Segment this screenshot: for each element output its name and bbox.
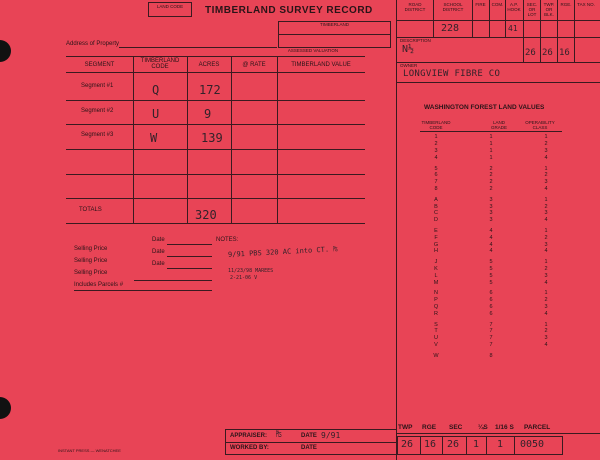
table-bottom-rule xyxy=(66,223,365,224)
row-rule-5 xyxy=(66,198,365,199)
wf-row xyxy=(420,297,562,304)
selling-price-1-label: Selling Price xyxy=(74,246,108,252)
wf-row xyxy=(420,259,562,266)
description-value: N½ xyxy=(402,44,415,55)
owner-label: OWNER xyxy=(400,63,418,68)
selling-price-3-label: Selling Price xyxy=(74,270,108,276)
selling-date-2-label: Date xyxy=(152,249,165,255)
wf-row xyxy=(420,228,562,235)
wf-class-cell: 4 xyxy=(544,279,548,286)
wf-class-cell: 1 xyxy=(544,165,548,172)
wf-code-cell: G xyxy=(433,241,439,248)
address-label: Address of Property xyxy=(66,41,120,47)
wf-row xyxy=(420,248,562,255)
wf-grade-cell: 3 xyxy=(489,203,493,210)
notes-line-3: 2-21-06 V xyxy=(230,275,258,281)
appraiser-value: ₧ xyxy=(276,430,282,440)
school-district-label: SCHOOL DISTRICT xyxy=(442,2,464,12)
timberland-box-label: TIMBERLAND xyxy=(319,22,349,27)
wf-row xyxy=(420,290,562,297)
wf-class-cell: 1 xyxy=(544,290,548,297)
wf-header-code: TIMBERLAND CODE xyxy=(421,120,451,130)
notes-line-2: 11/23/98 MAREES xyxy=(228,268,274,274)
wf-code-cell: V xyxy=(434,341,438,348)
wf-class-cell: 3 xyxy=(544,335,548,342)
wf-code-cell: 8 xyxy=(434,185,438,192)
assessed-valuation-label: ASSESSED VALUATION xyxy=(287,48,339,53)
wf-row xyxy=(420,328,562,335)
footer-parcel-label: PARCEL xyxy=(524,424,551,431)
wf-class-cell: 2 xyxy=(544,203,548,210)
col-header-segment: SEGMENT xyxy=(84,62,115,68)
appraiser-box xyxy=(225,429,397,455)
land-code-label: LAND CODE xyxy=(156,4,184,9)
footer-values-box xyxy=(397,436,563,455)
wf-row xyxy=(420,342,562,349)
wf-row xyxy=(420,210,562,217)
selling-price-2-label: Selling Price xyxy=(74,258,108,264)
footer-sec-value: 26 xyxy=(447,439,460,450)
twp-value: 26 xyxy=(542,48,553,58)
footer-rule xyxy=(396,433,600,434)
panel-divider xyxy=(396,0,397,460)
col-header-acres: ACRES xyxy=(198,62,220,68)
col-header-timberland-code: TIMBERLAND CODE xyxy=(140,58,180,70)
wf-class-cell: 1 xyxy=(544,227,548,234)
notes-line-1: 9/91 PBS 320 AC into CT. ₧ xyxy=(227,245,338,259)
wf-code-cell: A xyxy=(434,196,438,203)
worked-by-date-label: DATE xyxy=(301,445,317,451)
wf-code-cell: P xyxy=(434,297,438,304)
land-code-box xyxy=(148,2,192,17)
row-rule-4 xyxy=(66,174,365,175)
footer-sec-label: SEC xyxy=(449,424,463,431)
wf-row xyxy=(420,266,562,273)
selling-line-1 xyxy=(167,244,212,245)
wf-grade-cell: 5 xyxy=(489,265,493,272)
worked-by-label: WORKED BY: xyxy=(230,445,269,451)
wf-code-cell: H xyxy=(434,248,438,255)
wf-grade-cell: 5 xyxy=(489,259,493,266)
wf-code-cell: 1 xyxy=(434,134,438,141)
wf-row xyxy=(420,154,562,161)
wf-class-cell: 4 xyxy=(544,154,548,161)
footer-qs-value: 1 xyxy=(473,439,480,450)
header-col-8 xyxy=(574,0,575,62)
wf-code-cell: N xyxy=(434,290,438,297)
wf-grade-cell: 2 xyxy=(489,185,493,192)
wf-code-cell: E xyxy=(434,227,438,234)
wf-row xyxy=(420,310,562,317)
wf-grade-cell: 4 xyxy=(489,227,493,234)
wf-grade-cell: 6 xyxy=(489,290,493,297)
wf-header-grade: LAND GRADE xyxy=(490,120,507,130)
wf-grade-cell: 6 xyxy=(489,297,493,304)
col-header-rate: @ RATE xyxy=(242,62,266,68)
wf-row xyxy=(420,134,562,141)
wf-code-cell: D xyxy=(434,217,438,224)
footer-twp-label: TWP xyxy=(398,424,413,431)
wf-header-rule xyxy=(420,131,562,132)
wf-code-cell: W xyxy=(433,352,439,359)
binder-hole-bottom xyxy=(0,397,11,419)
wf-class-cell: 3 xyxy=(544,179,548,186)
footer-div-3 xyxy=(466,437,467,454)
wf-code-cell: 2 xyxy=(434,141,438,148)
wf-code-cell: 7 xyxy=(434,179,438,186)
twp-blk-label: TWP. OR BLK. xyxy=(543,2,555,17)
wf-code-cell: 3 xyxy=(434,147,438,154)
footer-parcel-value: 0050 xyxy=(520,439,545,450)
wf-row xyxy=(420,172,562,179)
owner-value: LONGVIEW FIBRE CO xyxy=(403,69,501,79)
wf-grade-cell: 2 xyxy=(489,165,493,172)
wf-class-cell: 3 xyxy=(544,272,548,279)
wf-row xyxy=(420,272,562,279)
form-title: TIMBERLAND SURVEY RECORD xyxy=(205,5,373,16)
footer-qs-label: ¼S xyxy=(478,424,488,431)
wf-row xyxy=(420,186,562,193)
wf-class-cell: 4 xyxy=(544,217,548,224)
footer-rge-label: RGE xyxy=(422,424,437,431)
footer-16s-label: 1/16 S xyxy=(495,424,514,431)
wf-grade-cell: 3 xyxy=(489,217,493,224)
timberland-box xyxy=(278,21,391,48)
segment-2-code: U xyxy=(152,107,160,121)
wf-grade-cell: 7 xyxy=(489,328,493,335)
wf-class-cell: 1 xyxy=(544,321,548,328)
selling-section xyxy=(74,237,214,295)
wf-header-class: OPERABILITY CLASS xyxy=(525,120,555,130)
wf-class-cell: 2 xyxy=(544,141,548,148)
row-rule-1 xyxy=(66,100,365,101)
segment-3-label: Segment #3 xyxy=(81,132,114,138)
wf-grade-cell: 7 xyxy=(489,321,493,328)
wf-class-cell: 4 xyxy=(544,185,548,192)
wf-row xyxy=(420,165,562,172)
wf-row xyxy=(420,141,562,148)
wf-code-cell: R xyxy=(434,310,438,317)
col-header-timberland-value: TIMBERLAND VALUE xyxy=(291,62,351,68)
wf-code-cell: T xyxy=(434,328,438,335)
wf-class-cell: 3 xyxy=(544,241,548,248)
ap-hook-value: 41 xyxy=(508,24,518,33)
appraiser-date-value: 9/91 xyxy=(321,431,341,440)
totals-label: TOTALS xyxy=(79,207,102,213)
row-rule-2 xyxy=(66,124,365,125)
wf-grade-cell: 4 xyxy=(489,241,493,248)
wf-code-cell: 5 xyxy=(434,165,438,172)
totals-acres: 320 xyxy=(195,208,217,222)
tax-no-label: TAX NO. xyxy=(577,2,595,7)
wf-class-cell: 1 xyxy=(544,259,548,266)
notes-label: NOTES: xyxy=(216,237,239,243)
wf-grade-cell: 5 xyxy=(489,279,493,286)
includes-parcels-label: Includes Parcels # xyxy=(74,282,124,288)
row-rule-3 xyxy=(66,149,365,150)
footer-rge-value: 16 xyxy=(424,439,437,450)
wf-row xyxy=(420,203,562,210)
table-top-rule xyxy=(66,56,365,57)
segment-3-code: W xyxy=(150,131,158,145)
wf-code-cell: K xyxy=(434,265,438,272)
binder-hole-top xyxy=(0,40,11,62)
wf-grade-cell: 2 xyxy=(489,179,493,186)
segment-1-label: Segment #1 xyxy=(81,83,114,89)
wf-class-cell xyxy=(530,352,562,359)
wf-code-cell: B xyxy=(434,203,438,210)
segment-1-code: Q xyxy=(152,83,160,97)
appraiser-label: APPRAISER: xyxy=(230,433,268,439)
wf-row xyxy=(420,352,562,359)
wf-code-cell: J xyxy=(434,259,438,266)
wf-class-cell: 1 xyxy=(544,196,548,203)
printer-credit: INSTANT PRESS — WENATCHEE xyxy=(58,448,121,453)
footer-div-1 xyxy=(420,437,421,454)
footer-16s-value: 1 xyxy=(497,439,504,450)
extra-line xyxy=(74,290,212,291)
wf-class-cell: 4 xyxy=(544,248,548,255)
timberland-box-divider xyxy=(279,34,390,35)
wf-grade-cell: 6 xyxy=(489,303,493,310)
description-label: DESCRIPTION xyxy=(400,38,431,43)
wf-grade-cell: 6 xyxy=(489,310,493,317)
table-header-rule xyxy=(66,72,365,73)
wf-code-cell: M xyxy=(433,279,439,286)
sec-value: 26 xyxy=(525,48,536,58)
footer-div-2 xyxy=(442,437,443,454)
footer-div-4 xyxy=(486,437,487,454)
footer-twp-value: 26 xyxy=(401,439,414,450)
wf-class-cell: 2 xyxy=(544,265,548,272)
wf-class-cell: 2 xyxy=(544,328,548,335)
road-district-label: ROAD DISTRICT xyxy=(404,2,426,12)
wf-class-cell: 2 xyxy=(544,234,548,241)
wf-code-cell: C xyxy=(434,210,438,217)
appraiser-box-divider xyxy=(226,442,396,443)
appraiser-date-label: DATE xyxy=(301,433,317,439)
wf-class-cell: 1 xyxy=(544,134,548,141)
wf-code-cell: Q xyxy=(433,303,439,310)
wf-class-cell: 4 xyxy=(544,341,548,348)
sec-lot-label: SEC. OR LOT xyxy=(526,2,538,17)
ap-hook-label: A.P. HOOK xyxy=(507,2,521,12)
wf-class-cell: 3 xyxy=(544,210,548,217)
header-rule-4 xyxy=(396,82,600,83)
wf-row xyxy=(420,241,562,248)
wf-grade-cell: 3 xyxy=(489,210,493,217)
wf-grade-cell: 7 xyxy=(489,341,493,348)
footer-div-5 xyxy=(514,437,515,454)
wf-grade-cell: 1 xyxy=(489,154,493,161)
selling-line-3 xyxy=(167,268,212,269)
header-rule-3 xyxy=(396,62,600,63)
wf-row xyxy=(420,335,562,342)
header-rule-1 xyxy=(396,20,600,21)
wf-grade-cell: 1 xyxy=(489,141,493,148)
wf-row xyxy=(420,304,562,311)
segment-2-label: Segment #2 xyxy=(81,108,114,114)
wf-row xyxy=(420,179,562,186)
com-label: COM. xyxy=(491,2,504,7)
wf-table xyxy=(420,134,562,359)
wf-class-cell: 2 xyxy=(544,297,548,304)
wf-title: WASHINGTON FOREST LAND VALUES xyxy=(424,104,545,111)
selling-date-3-label: Date xyxy=(152,261,165,267)
school-district-value: 228 xyxy=(441,23,460,34)
header-col-7 xyxy=(557,0,558,62)
wf-grade-cell: 1 xyxy=(489,147,493,154)
wf-row xyxy=(420,234,562,241)
wf-grade-cell: 7 xyxy=(489,335,493,342)
wf-grade-cell: 2 xyxy=(489,172,493,179)
wf-row xyxy=(420,321,562,328)
wf-class-cell: 3 xyxy=(544,303,548,310)
wf-grade-cell: 8 xyxy=(489,352,493,359)
rge-value: 16 xyxy=(559,48,570,58)
wf-row xyxy=(420,196,562,203)
segment-3-acres: 139 xyxy=(201,131,223,145)
address-line xyxy=(119,47,277,48)
wf-code-cell: 4 xyxy=(434,154,438,161)
wf-row xyxy=(420,279,562,286)
segment-1-acres: 172 xyxy=(199,83,221,97)
wf-class-cell: 4 xyxy=(544,310,548,317)
wf-row xyxy=(420,148,562,155)
wf-class-cell: 3 xyxy=(544,147,548,154)
selling-date-1-label: Date xyxy=(152,237,165,243)
wf-grade-cell: 1 xyxy=(489,134,493,141)
rge-label: RGE. xyxy=(560,2,572,7)
header-col-1 xyxy=(433,0,434,37)
wf-class-cell: 2 xyxy=(544,172,548,179)
wf-grade-cell: 3 xyxy=(489,196,493,203)
wf-grade-cell: 4 xyxy=(489,234,493,241)
wf-code-cell: U xyxy=(434,335,438,342)
wf-values-table xyxy=(420,134,562,359)
wf-code-cell: 6 xyxy=(434,172,438,179)
segment-2-acres: 9 xyxy=(204,107,212,121)
wf-grade-cell: 4 xyxy=(489,248,493,255)
wf-grade-cell: 5 xyxy=(489,272,493,279)
wf-row xyxy=(420,217,562,224)
selling-line-2 xyxy=(167,256,212,257)
wf-code-cell: S xyxy=(434,321,438,328)
includes-parcels-line xyxy=(134,280,212,281)
wf-code-cell: F xyxy=(434,234,438,241)
fire-label: FIRE xyxy=(475,2,486,7)
wf-code-cell: L xyxy=(434,272,438,279)
